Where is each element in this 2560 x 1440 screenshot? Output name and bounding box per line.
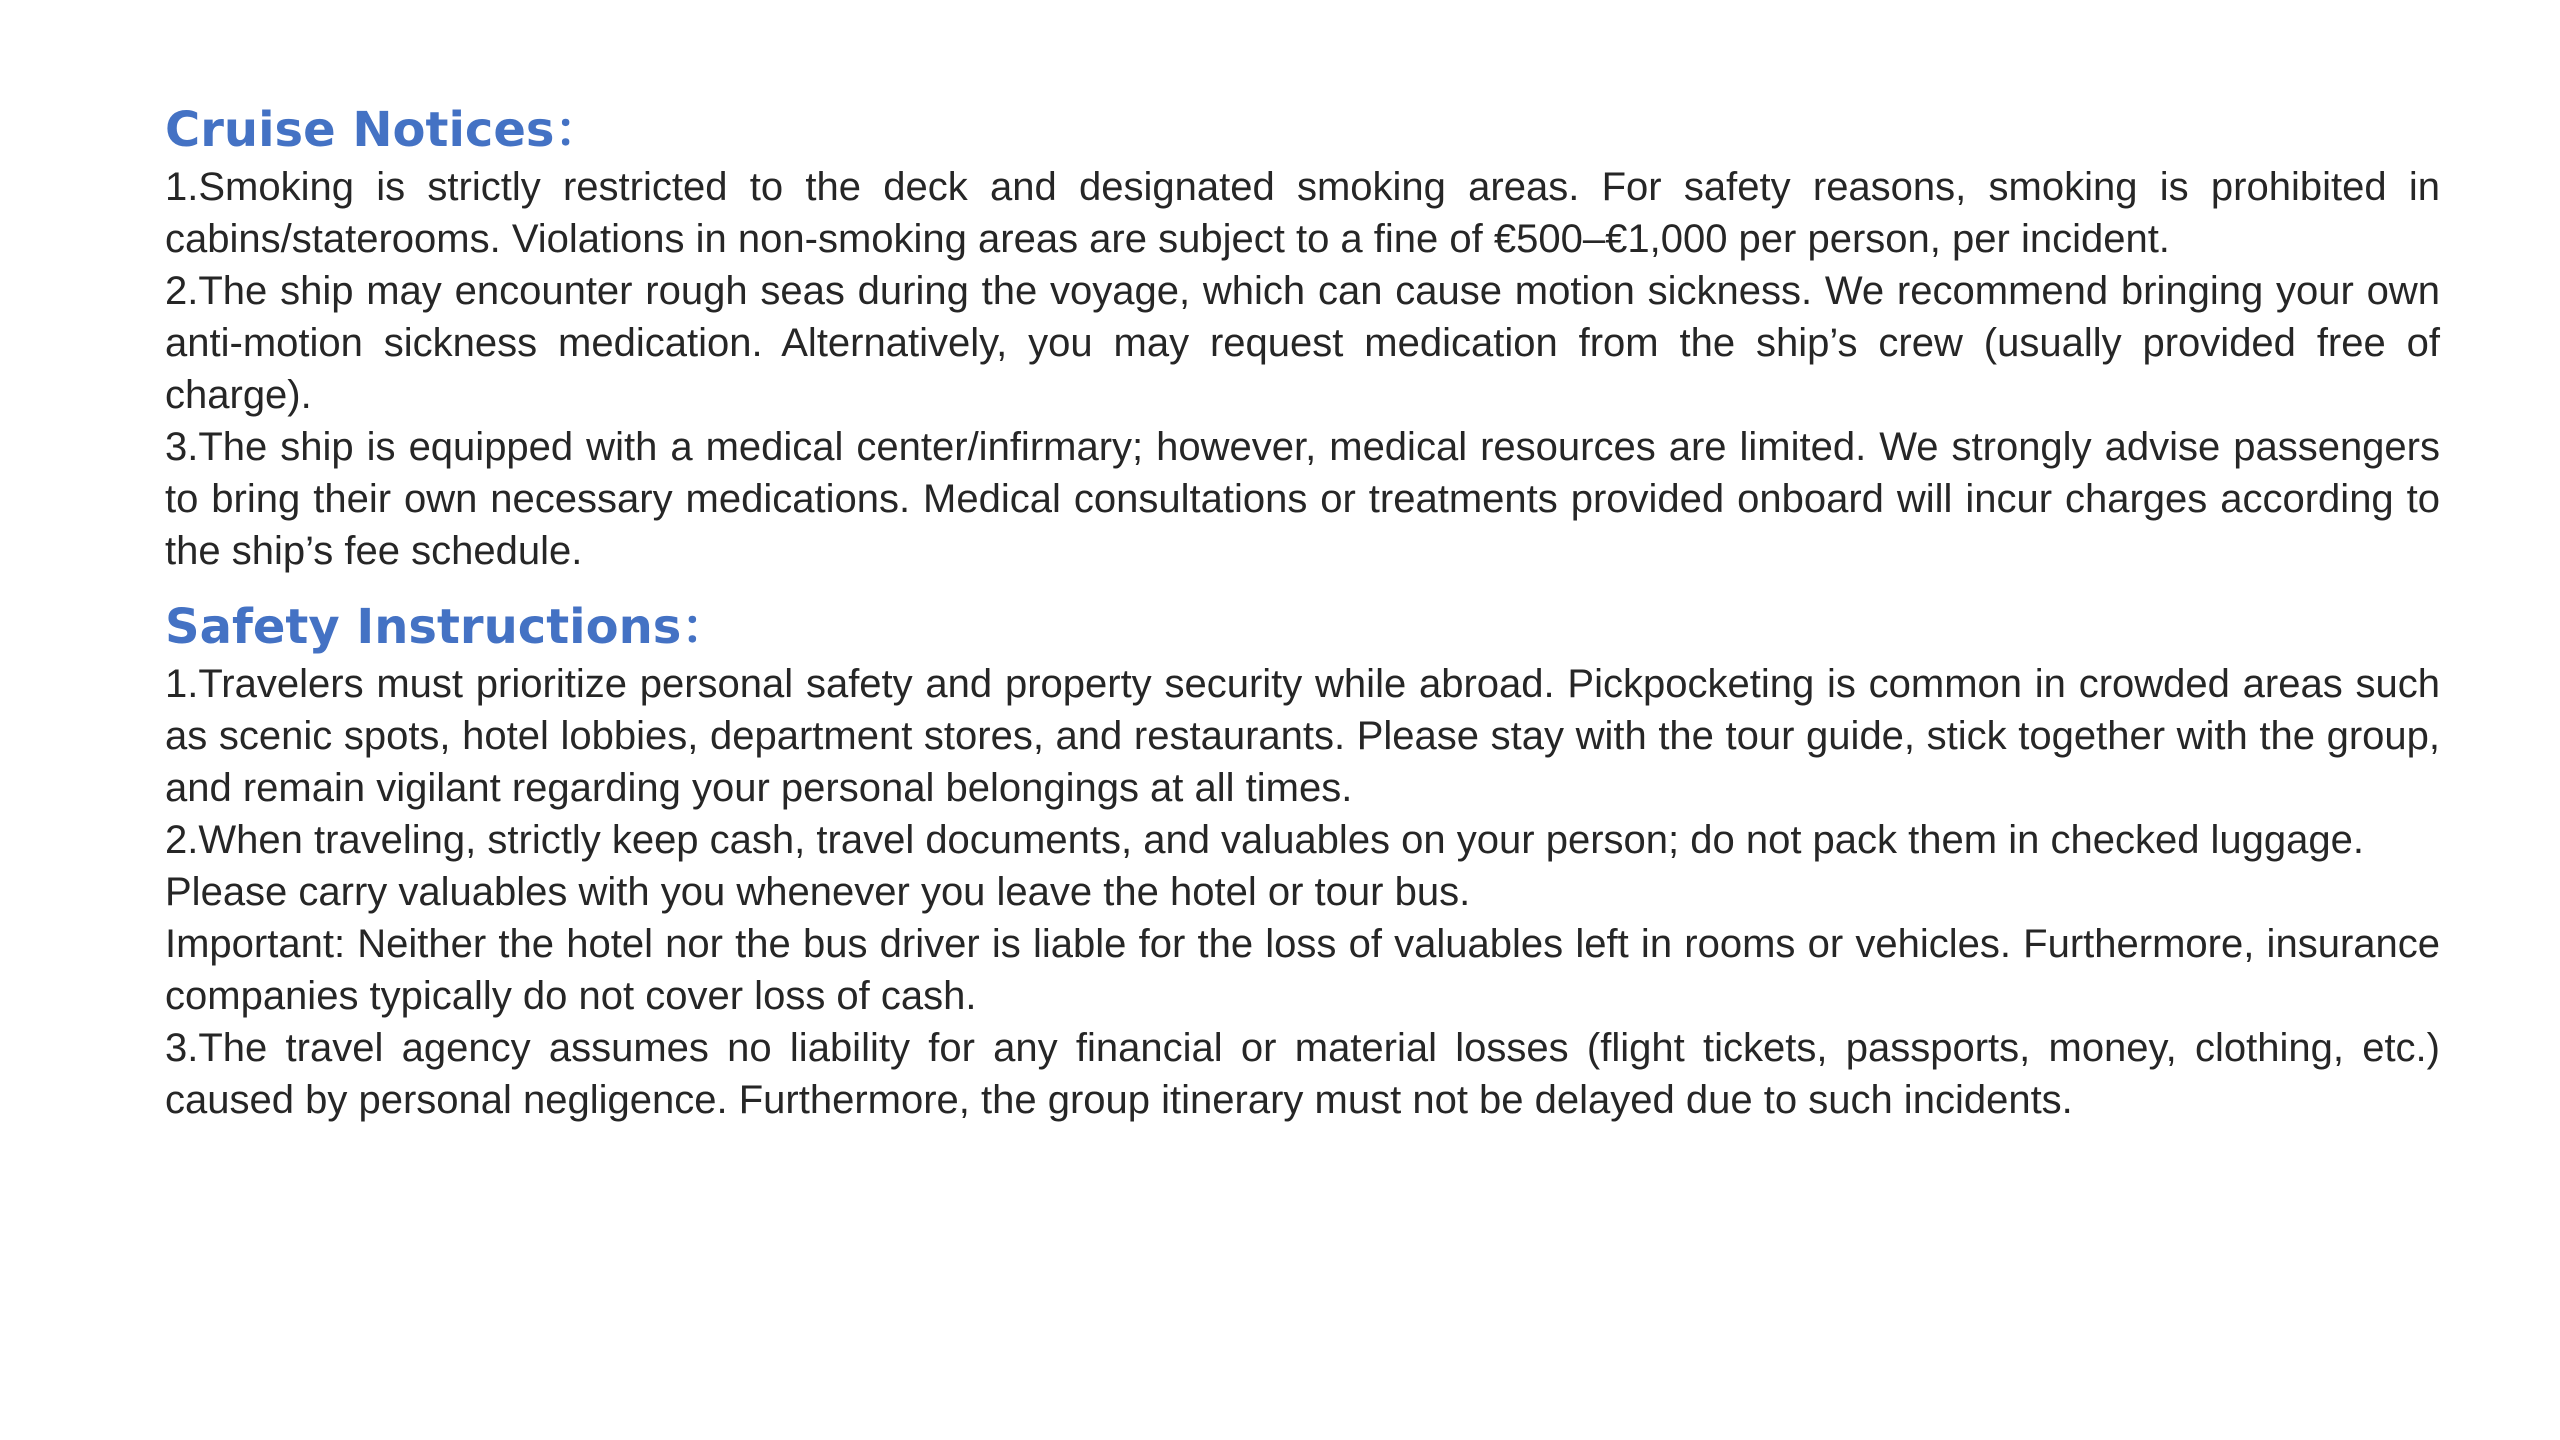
- safety-instruction-item: 1.Travelers must prioritize personal safety and property security while abroad. Pickpocketing is common in crowded areas such as scenic spots, hotel lobbies, department stores, and restaurants. Please stay with the tour guide, stick together with the group, and remain vigilant regarding your personal belongings at all times.: [165, 662, 2440, 810]
- safety-instruction-item: 2.When traveling, strictly keep cash, travel documents, and valuables on your person; do not pack them in checked luggage.: [165, 818, 2365, 862]
- cruise-notices-list: [165, 161, 2440, 577]
- safety-instructions-heading: Safety Instructions：: [165, 599, 730, 655]
- cruise-notices-heading: Cruise Notices：: [165, 102, 603, 158]
- cruise-notice-item: 3.The ship is equipped with a medical center/infirmary; however, medical resources are limited. We strongly advise passengers to bring their own necessary medications. Medical consultations or treatments provided onboard will incur charges according to the ship’s fee schedule.: [165, 425, 2440, 573]
- safety-instructions-list: [165, 658, 2440, 1126]
- safety-instruction-item: 3.The travel agency assumes no liability for any financial or material losses (flight tickets, passports, money, clothing, etc.) caused by personal negligence. Furthermore, the group itinerary must not be delayed due to such incidents.: [165, 1026, 2440, 1122]
- cruise-notice-item: 1.Smoking is strictly restricted to the deck and designated smoking areas. For safety reasons, smoking is prohibited in cabins/staterooms. Violations in non-smoking areas are subject to a fine of €500–€1,000 per person, per incident.: [165, 165, 2440, 261]
- safety-instruction-item: Please carry valuables with you whenever you leave the hotel or tour bus.: [165, 870, 1471, 914]
- cruise-notice-item: 2.The ship may encounter rough seas during the voyage, which can cause motion sickness. We recommend bringing your own anti-motion sickness medication. Alternatively, you may request medication from the ship’s crew (usually provided free of charge).: [165, 269, 2440, 417]
- safety-instruction-item: Important: Neither the hotel nor the bus driver is liable for the loss of valuables left in rooms or vehicles. Furthermore, insurance companies typically do not cover loss of cash.: [165, 922, 2440, 1018]
